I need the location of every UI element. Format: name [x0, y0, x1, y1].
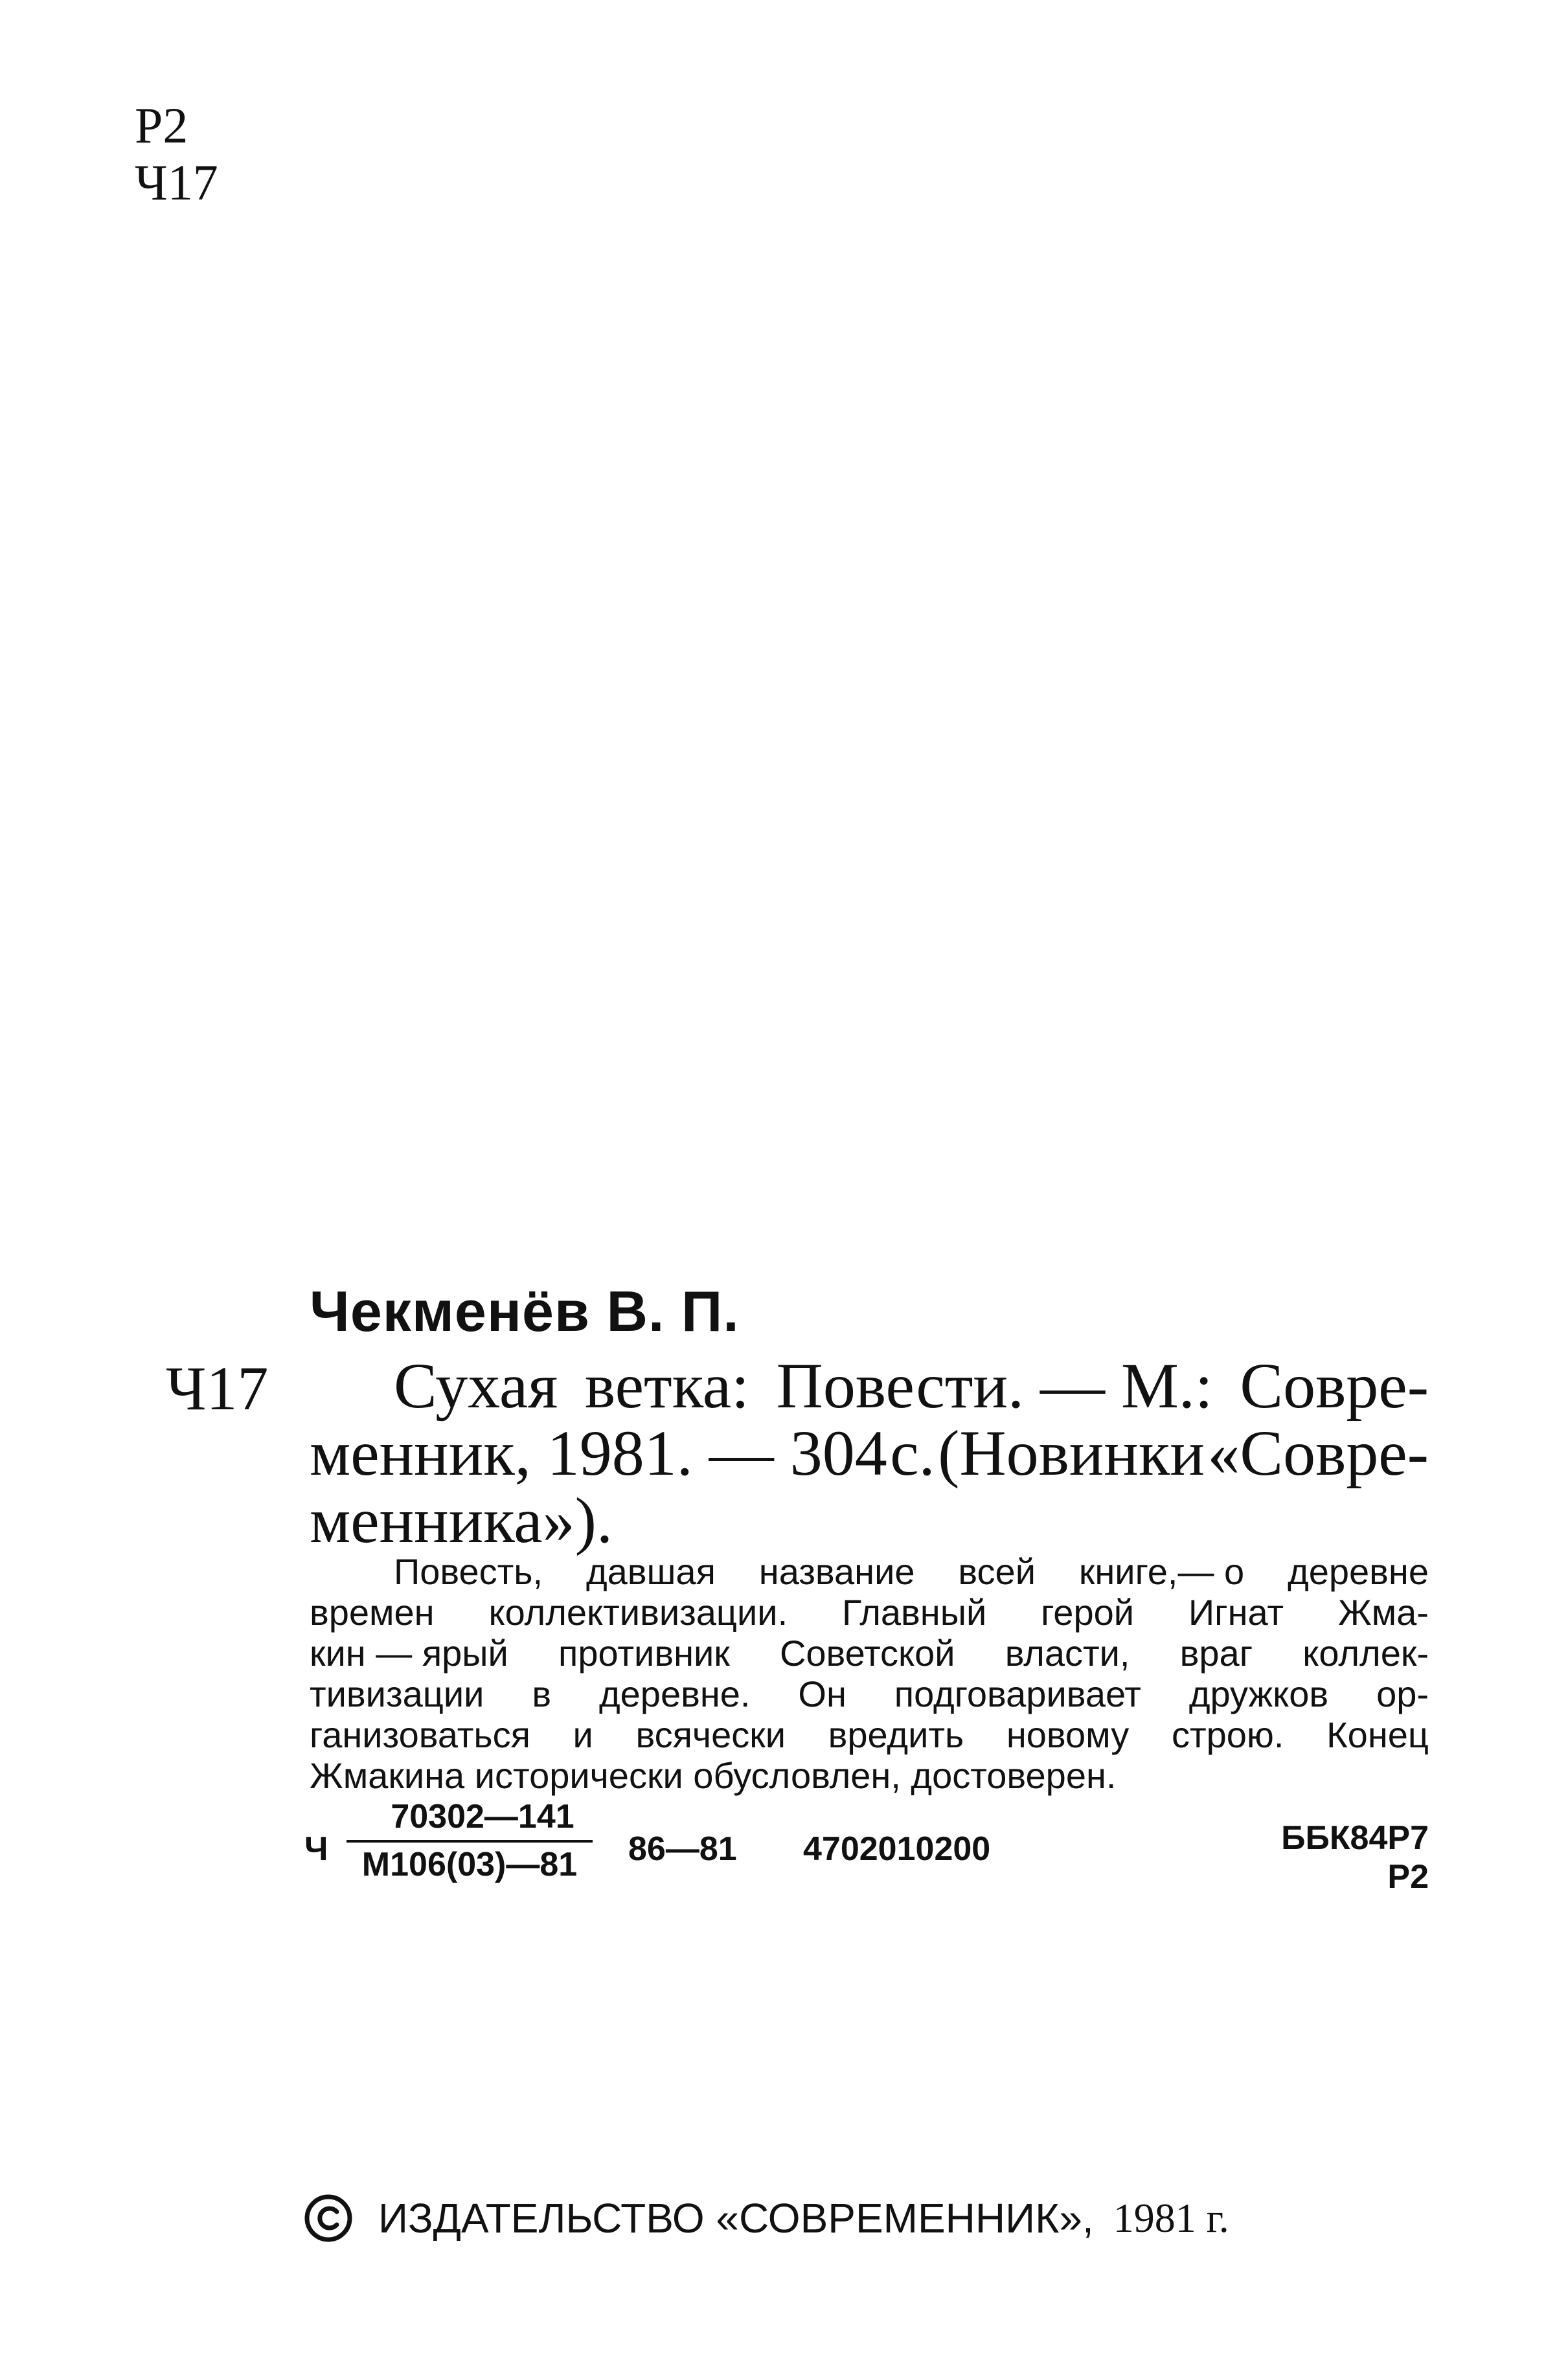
annotation-word: Главный — [842, 1592, 987, 1633]
annotation-word: давшая — [585, 1551, 716, 1592]
entry-word: Совре- — [1240, 1350, 1429, 1422]
catalog-letter: Ч — [304, 1830, 328, 1868]
annotation-word: Он — [798, 1674, 846, 1714]
annotation-word: дружков — [1188, 1674, 1329, 1714]
annotation-word: коллек- — [1302, 1633, 1429, 1674]
fraction-bar — [347, 1840, 593, 1843]
annotation-paragraph — [310, 1551, 1429, 1796]
catalog-series: 86—81 — [628, 1830, 737, 1868]
annotation-word: тивизации — [310, 1674, 484, 1714]
annotation-line — [310, 1551, 1429, 1592]
annotation-word: и — [573, 1714, 593, 1755]
annotation-word: новому — [1006, 1714, 1130, 1755]
annotation-word: строю. — [1171, 1714, 1284, 1755]
annotation-word: вредить — [828, 1714, 964, 1755]
copyright-line — [304, 2192, 1229, 2244]
entry-line — [310, 1417, 1429, 1489]
annotation-line — [310, 1633, 1429, 1674]
annotation-word: Советской — [779, 1633, 955, 1674]
annotation-word: подговаривает — [894, 1674, 1141, 1714]
annotation-word: Жма- — [1337, 1592, 1429, 1633]
annotation-word: всячески — [635, 1714, 786, 1755]
annotation-line — [310, 1755, 1429, 1796]
entry-word: (Новинки — [938, 1417, 1205, 1489]
annotation-word: противник — [558, 1633, 730, 1674]
annotation-word: ганизоваться — [310, 1714, 530, 1755]
entry-word: менник, 1981. — 304 — [310, 1417, 887, 1489]
annotation-word: название — [758, 1551, 915, 1592]
annotation-word: Жмакина исторически обусловлен, достоверен. — [310, 1755, 1117, 1796]
entry-line — [310, 1484, 1429, 1556]
classification-index — [135, 97, 218, 211]
bbk-code-line-1: ББК84Р7 — [1281, 1819, 1429, 1857]
classification-index-line-1: Р2 — [135, 97, 188, 153]
catalog-numerator: 70302—141 — [391, 1798, 574, 1835]
annotation-line — [310, 1592, 1429, 1633]
copyright-icon — [304, 2194, 352, 2242]
annotation-word: кин — ярый — [310, 1633, 508, 1674]
author-sign-code: Ч17 — [166, 1354, 269, 1423]
classification-index-line-2: Ч17 — [135, 154, 218, 210]
publisher-name: ИЗДАТЕЛЬСТВО «СОВРЕМЕННИК», — [378, 2195, 1094, 2242]
bbk-code — [1281, 1819, 1429, 1896]
catalog-denominator: М106(03)—81 — [361, 1846, 578, 1883]
annotation-line — [310, 1674, 1429, 1714]
annotation-word: враг — [1179, 1633, 1253, 1674]
annotation-word: Игнат — [1188, 1592, 1284, 1633]
annotation-word: ор- — [1376, 1674, 1429, 1714]
entry-word: «Совре- — [1207, 1417, 1429, 1489]
annotation-word: Повесть, — [394, 1551, 543, 1592]
catalog-number: 4702010200 — [803, 1830, 991, 1868]
publication-year: 1981 г. — [1113, 2195, 1229, 2241]
entry-word: ветка: — [584, 1350, 749, 1422]
author-name: Чекменёв В. П. — [310, 1279, 740, 1343]
entry-word: с. — [890, 1417, 935, 1489]
entry-word: Сухая — [394, 1350, 558, 1422]
annotation-line — [310, 1714, 1429, 1755]
annotation-word: коллективизации. — [488, 1592, 788, 1633]
annotation-word: власти, — [1005, 1633, 1130, 1674]
annotation-word: книге,— о — [1078, 1551, 1245, 1592]
annotation-word: всей — [958, 1551, 1036, 1592]
catalog-fraction — [347, 1797, 593, 1884]
annotation-word: Конец — [1326, 1714, 1429, 1755]
entry-word: Повести. — М.: — [776, 1350, 1213, 1422]
annotation-word: времен — [310, 1592, 435, 1633]
annotation-word: в — [532, 1674, 552, 1714]
bbk-code-line-2: Р2 — [1387, 1858, 1429, 1896]
annotation-word: деревне. — [598, 1674, 751, 1714]
entry-line — [310, 1352, 1429, 1420]
annotation-word: деревне — [1288, 1551, 1429, 1592]
entry-word: менника»). — [310, 1484, 613, 1556]
bibliographic-entry — [310, 1352, 1429, 1554]
annotation-word: герой — [1041, 1592, 1135, 1633]
